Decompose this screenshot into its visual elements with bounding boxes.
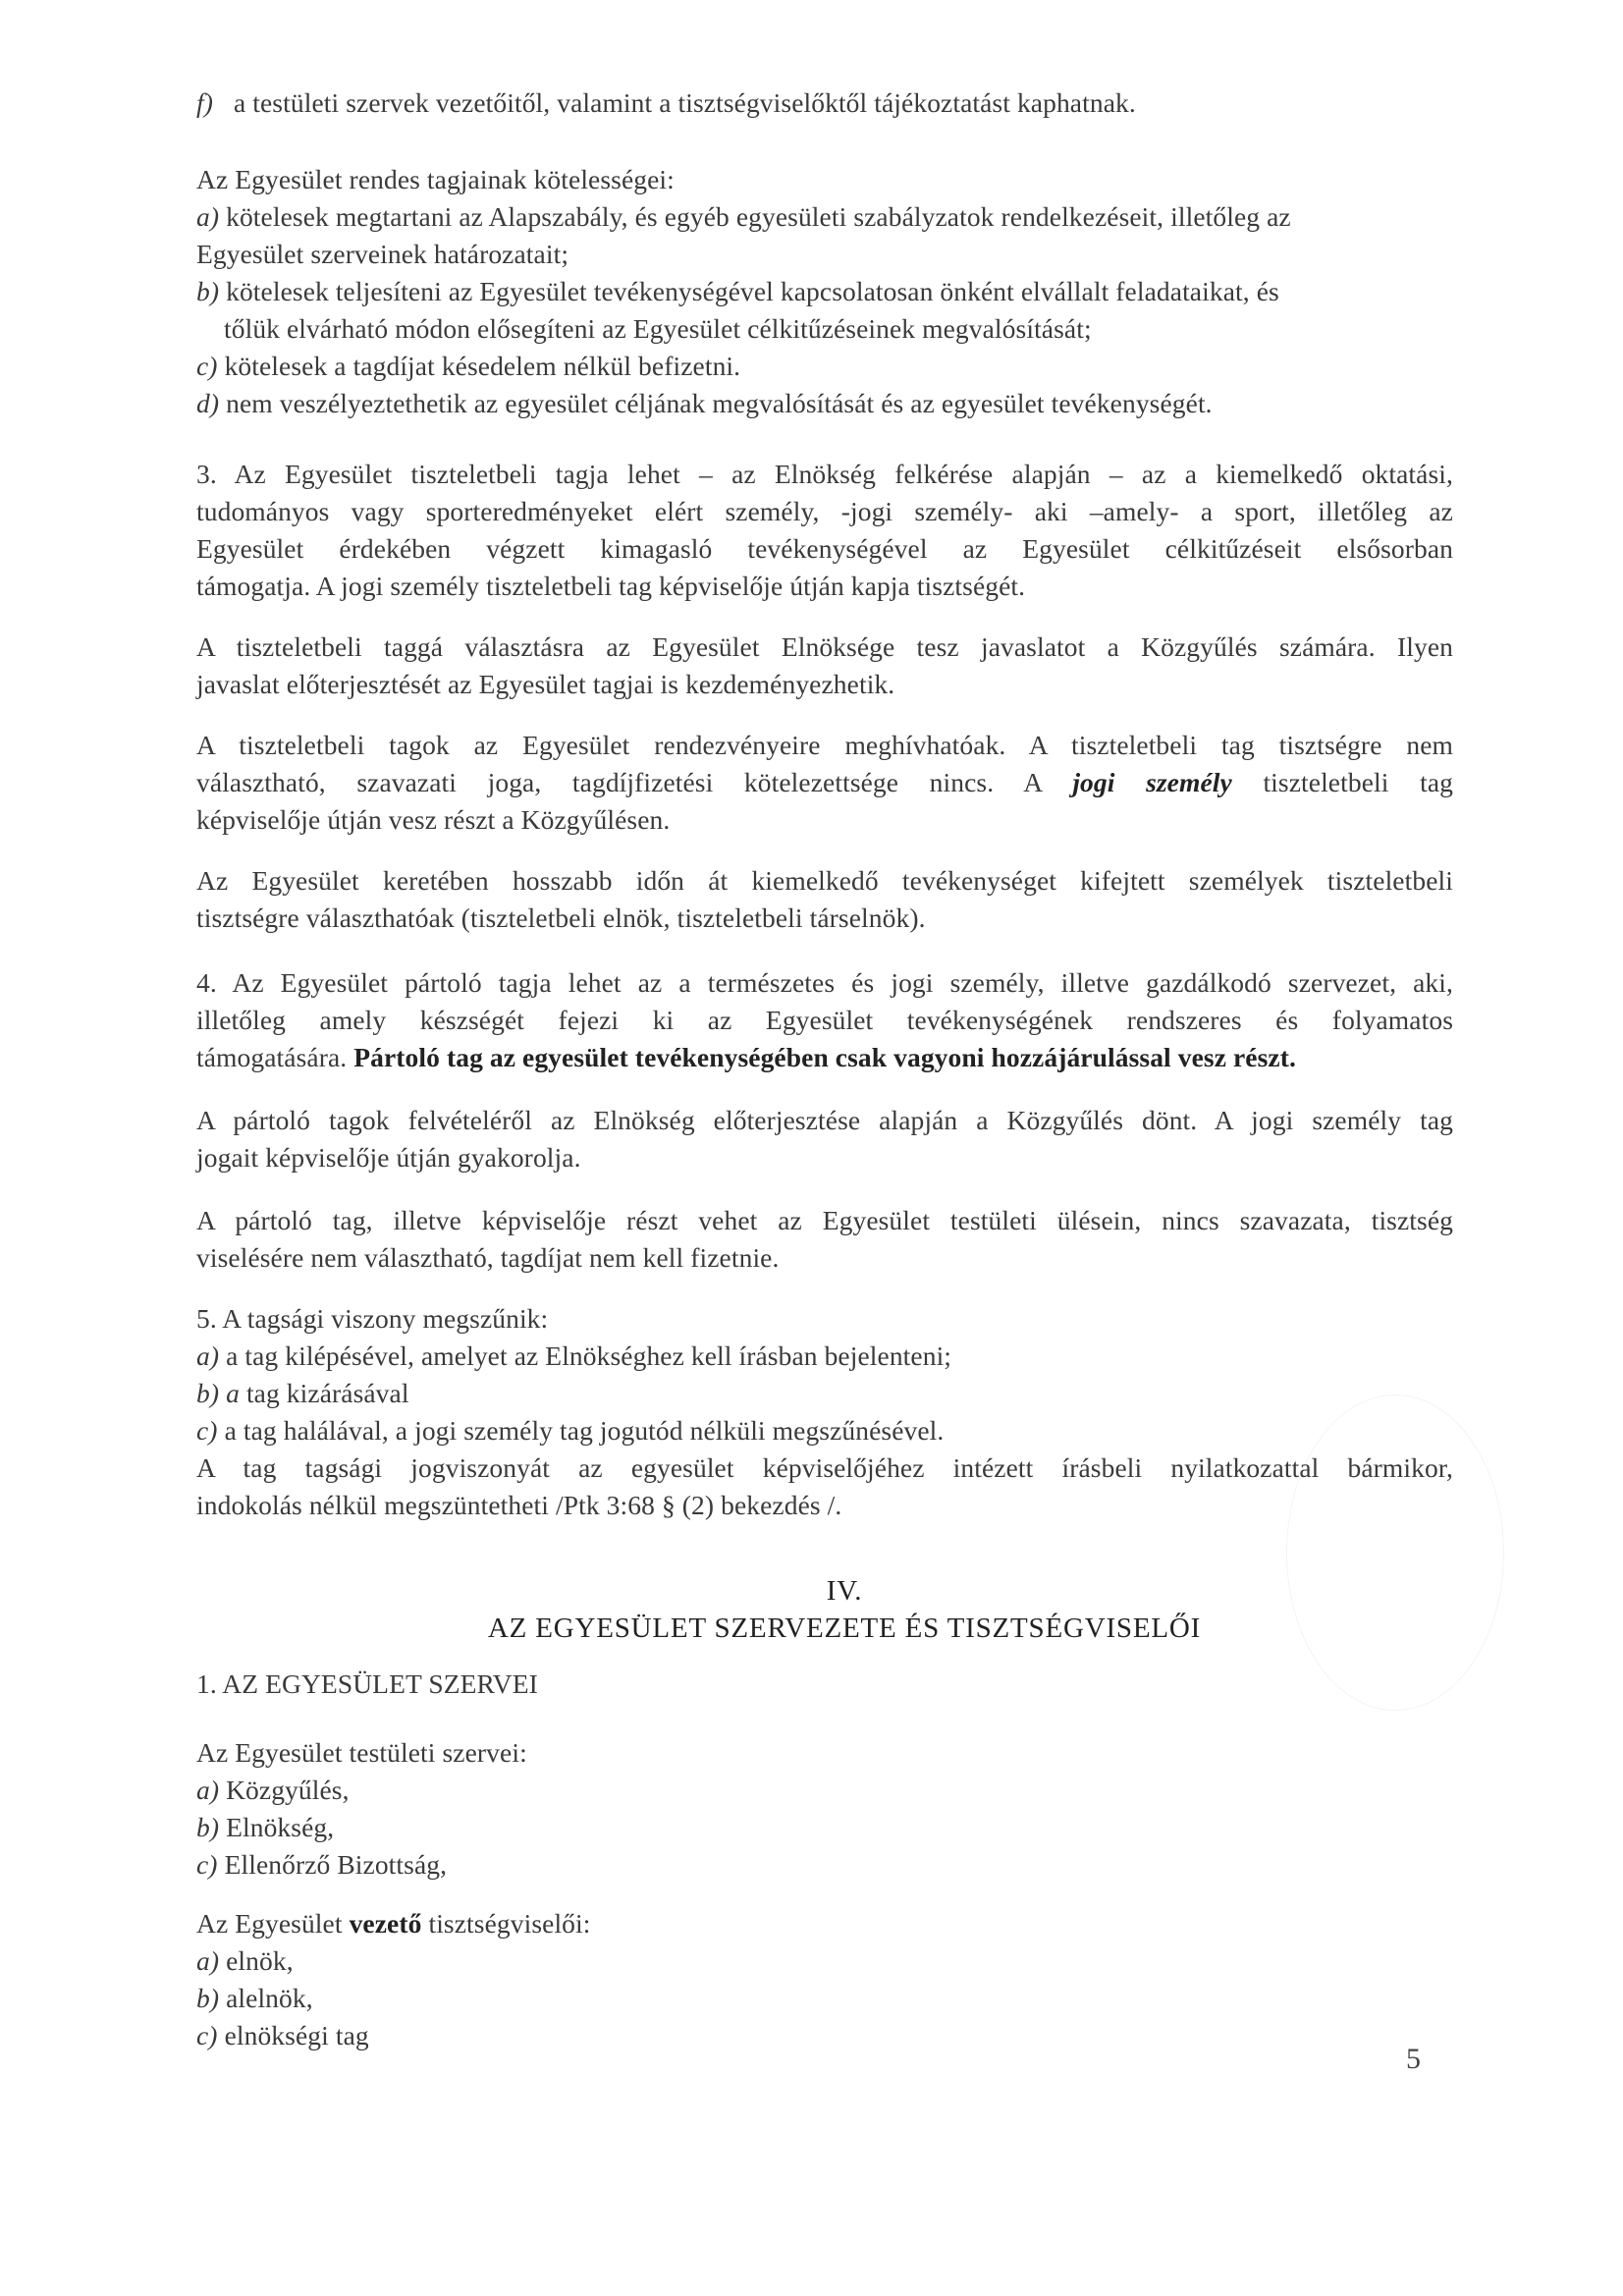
list-heading: [196, 1905, 1453, 1942]
text-line: [196, 1039, 1453, 1076]
text-segment: választható, szavazati joga, tagdíjfizetési kötelezettsége nincs. A: [196, 767, 1042, 797]
text-line: 4. Az Egyesület pártoló tagja lehet az a természetes és jogi személy, illetve gazdálkodó szervezet, aki,: [196, 967, 1453, 998]
list-item-text: a tag kilépésével, amelyet az Elnökséghez kell írásban bejelenteni;: [226, 1340, 952, 1371]
text-line: A pártoló tag, illetve képviselője részt vehet az Egyesület testületi ülésein, nincs szavazata, tisztség: [196, 1205, 1453, 1235]
list-item-a: [196, 1942, 1453, 1980]
list-item-text: alelnök,: [226, 1983, 313, 2013]
text-line: tudományos vagy sporteredményeket elért személy, -jogi személy- aki –amely- a sport, illetőleg az: [196, 496, 1453, 526]
list-item-a: [196, 1338, 1453, 1375]
list-item-b: [196, 1809, 1453, 1846]
text-line: Az Egyesület keretében hosszabb időn át kiemelkedő tevékenységet kifejtett személyek tiszteletbeli: [196, 865, 1453, 896]
section-3-paragraph: [196, 456, 1453, 605]
list-item-a: [196, 1772, 1453, 1809]
list-marker: a): [196, 1945, 220, 1976]
text-line: A tag tagsági jogviszonyát az egyesület képviselőjéhez intézett írásbeli nyilatkozattal bármikor,: [196, 1452, 1453, 1483]
paragraph-f: [196, 84, 1453, 122]
obligations-heading: Az Egyesület rendes tagjainak kötelességei:: [196, 164, 675, 194]
emphasized-text: jogi személy: [1072, 767, 1232, 797]
list-heading: Az Egyesület testületi szervei:: [196, 1737, 527, 1768]
honorary-nomination-paragraph: [196, 629, 1453, 703]
text-line: indokolás nélkül megszüntetheti /Ptk 3:68 § (2) bekezdés /.: [196, 1490, 842, 1520]
text-line: tisztségre választhatóak (tiszteletbeli elnök, tiszteletbeli társelnök).: [196, 902, 926, 933]
list-item-c: [196, 1846, 1453, 1884]
list-item-c: [196, 2017, 1453, 2054]
text-segment: tiszteletbeli tag: [1263, 767, 1453, 797]
list-item-text: tag kizárásával: [245, 1378, 409, 1408]
list-marker: a): [196, 201, 220, 232]
section-5-block: [196, 1300, 1453, 1524]
list-item-text: kötelesek megtartani az Alapszabály, és egyéb egyesületi szabályzatok rendelkezéseit, illetőleg az: [226, 201, 1291, 232]
list-marker: a): [196, 1340, 220, 1371]
list-item-text: kötelesek teljesíteni az Egyesület tevékenységével kapcsolatosan önként elvállalt feladataikat, és: [226, 276, 1279, 306]
bold-text: Pártoló tag az egyesület tevékenységében csak vagyoni hozzájárulással vesz részt.: [353, 1042, 1296, 1072]
list-item-a: [196, 198, 1453, 236]
list-marker: b): [196, 1812, 220, 1842]
text-line: A tiszteletbeli tagok az Egyesület rendezvényeire meghívhatóak. A tiszteletbeli tag tisztségre nem: [196, 730, 1453, 760]
text-segment: tisztségviselői:: [428, 1908, 591, 1939]
list-marker: f): [196, 87, 213, 118]
list-marker: c): [196, 351, 218, 381]
list-item-b: [196, 1375, 1453, 1412]
list-item-text: elnök,: [226, 1945, 294, 1976]
text-line: illetőleg amely készségét fejezi ki az Egyesület tevékenységének rendszeres és folyamatos: [196, 1005, 1453, 1035]
text-line: támogatja. A jogi személy tiszteletbeli tag képviselője útján kapja tisztségét.: [196, 571, 1026, 601]
list-marker: b): [196, 1378, 220, 1408]
text-line: jogait képviselője útján gyakorolja.: [196, 1142, 581, 1173]
text-line: viselésére nem választható, tagdíjat nem kell fizetnie.: [196, 1242, 780, 1273]
list-item-text: a testületi szervek vezetőitől, valamint a tisztségviselőktől tájékoztatást kaphatnak.: [233, 87, 1136, 118]
list-marker: c): [196, 1849, 218, 1880]
list-item-text: kötelesek a tagdíjat késedelem nélkül befizetni.: [224, 351, 741, 381]
bold-text: vezető: [349, 1908, 422, 1939]
text-line: A pártoló tagok felvételéről az Elnökség előterjesztése alapján a Közgyűlés dönt. A jogi személy tag: [196, 1105, 1453, 1135]
obligations-block: [196, 161, 1453, 422]
list-marker: a): [196, 1775, 220, 1805]
list-marker: d): [196, 388, 220, 418]
honorary-titles-paragraph: [196, 862, 1453, 937]
list-item-text: Elnökség,: [226, 1812, 335, 1842]
section-4-paragraph: [196, 964, 1453, 1076]
list-item-text: Közgyűlés,: [226, 1775, 350, 1805]
list-marker: b): [196, 276, 220, 306]
list-marker: c): [196, 1415, 218, 1446]
text-segment: Az Egyesület: [196, 1908, 343, 1939]
list-item-b: [196, 273, 1453, 310]
supporting-members-rights-paragraph: [196, 1202, 1453, 1277]
list-item-d: [196, 385, 1453, 422]
text-line: [196, 764, 1453, 801]
list-item-text: Ellenőrző Bizottság,: [224, 1849, 448, 1880]
text-line: javaslat előterjesztését az Egyesület tagjai is kezdeményezhetik.: [196, 669, 895, 699]
list-marker: b): [196, 1983, 220, 2013]
organs-list: [196, 1734, 1453, 1884]
list-item-continuation: Egyesület szerveinek határozatait;: [196, 239, 569, 269]
honorary-members-paragraph: [196, 727, 1453, 839]
chapter-number: IV.: [826, 1575, 863, 1607]
list-item-text: elnökségi tag: [224, 2020, 369, 2050]
list-item-text: a: [226, 1378, 240, 1408]
text-segment: támogatására.: [196, 1042, 348, 1072]
page-number: 5: [1406, 2043, 1421, 2075]
text-line: A tiszteletbeli taggá választásra az Egyesület Elnöksége tesz javaslatot a Közgyűlés számára. Ilyen: [196, 631, 1453, 662]
supporting-members-admission-paragraph: [196, 1102, 1453, 1176]
organs-heading: [196, 1666, 1453, 1703]
section-heading: 1. AZ EGYESÜLET SZERVEI: [196, 1668, 538, 1699]
list-item-c: [196, 1412, 1453, 1449]
list-item-continuation: tőlük elvárható módon elősegíteni az Egyesület célkitűzéseinek megvalósítását;: [224, 313, 1092, 344]
list-marker: c): [196, 2020, 218, 2050]
text-line: 5. A tagsági viszony megszűnik:: [196, 1303, 549, 1334]
officers-list: [196, 1905, 1453, 2054]
list-item-text: nem veszélyeztethetik az egyesület céljának megvalósítását és az egyesület tevékenységét.: [226, 388, 1213, 418]
chapter-title: AZ EGYESÜLET SZERVEZETE ÉS TISZTSÉGVISELŐI: [487, 1613, 1202, 1644]
list-item-text: a tag halálával, a jogi személy tag jogutód nélküli megszűnésével.: [224, 1415, 945, 1446]
text-line: Egyesület érdekében végzett kimagasló tevékenységével az Egyesület célkitűzéseit elsősorban: [196, 533, 1453, 564]
text-line: képviselője útján vesz részt a Közgyűlésen.: [196, 804, 671, 835]
list-item-c: [196, 348, 1453, 385]
text-line: 3. Az Egyesület tiszteletbeli tagja lehet – az Elnökség felkérése alapján – az a kiemelkedő oktatási,: [196, 459, 1453, 489]
list-item-b: [196, 1980, 1453, 2017]
